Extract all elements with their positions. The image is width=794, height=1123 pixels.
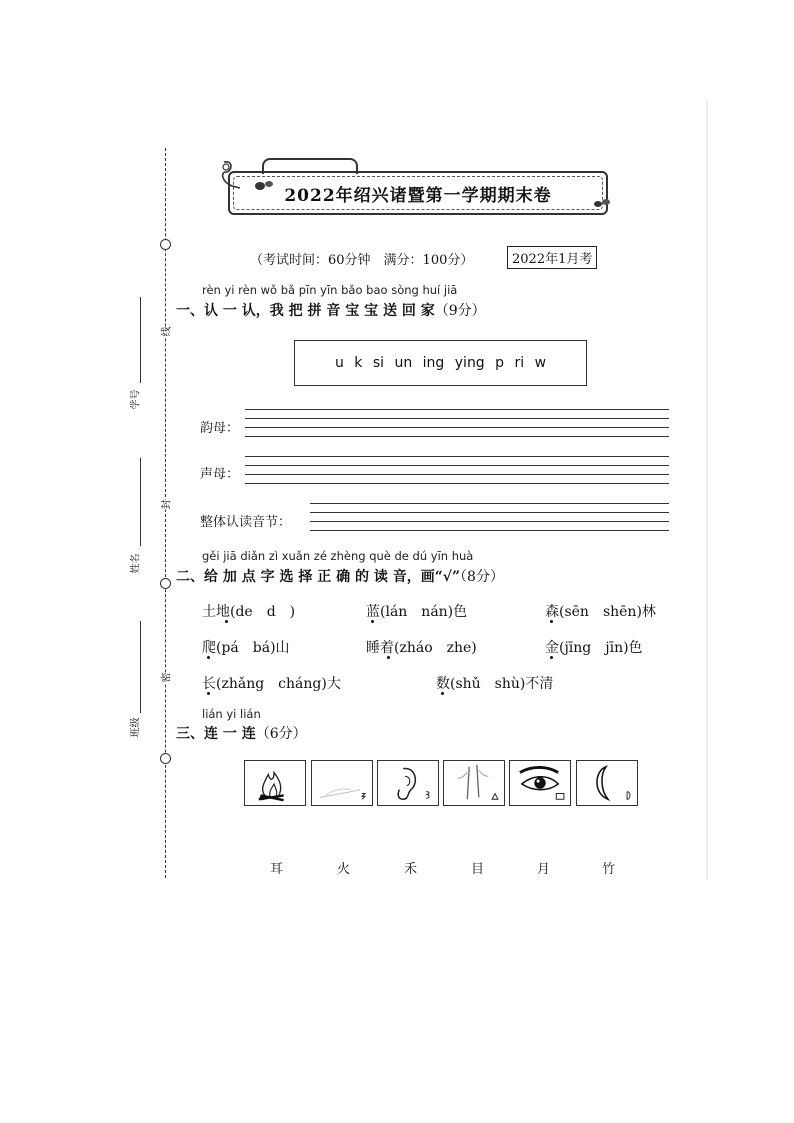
fire-icon	[245, 761, 305, 805]
name-label: 姓名	[130, 553, 142, 574]
whole-syllables-label: 整体认读音节：	[200, 515, 292, 530]
binding-hole	[160, 239, 171, 250]
writing-line[interactable]	[310, 503, 669, 504]
cut-mark-line: 线	[156, 327, 175, 337]
choice-item-6[interactable]: 金(jīng jīn)色	[545, 640, 643, 656]
student-id-label: 学号	[130, 389, 142, 410]
pinyin-word-box	[294, 340, 587, 386]
emphasis-dot	[225, 620, 228, 623]
binding-hole	[160, 578, 171, 589]
ear-icon	[378, 761, 438, 805]
section3-title: 三、连 一 连	[176, 726, 256, 742]
section3-points: （6分）	[255, 726, 307, 742]
emphasis-dot	[207, 692, 210, 695]
section1-title: 一、认 一 认，我 把 拼 音 宝 宝 送 回 家	[176, 303, 435, 319]
emphasis-dot	[207, 656, 210, 659]
title-banner-inner	[233, 176, 603, 210]
section2-pinyin: gěi jiā diǎn zì xuǎn zé zhèng què de dú yīn huà	[202, 549, 474, 563]
bee-icon	[592, 196, 612, 210]
choice-item-8[interactable]: 数(shǔ shù)不清	[436, 676, 554, 692]
writing-line[interactable]	[245, 456, 669, 457]
eye-icon	[510, 761, 570, 805]
section2-heading	[176, 566, 504, 586]
cut-mark-seal: 封	[156, 500, 175, 510]
writing-line[interactable]	[310, 521, 669, 522]
section1-pinyin: rèn yi rèn wǒ bǎ pīn yīn bǎo bao sòng huí jiā	[202, 283, 458, 297]
choice-item-2[interactable]: 蓝(lán nán)色	[366, 604, 468, 620]
char-ear[interactable]: 耳	[270, 862, 284, 877]
ear-picture[interactable]	[377, 760, 439, 806]
binding-hole	[160, 753, 171, 764]
section1-heading	[176, 300, 486, 320]
class-line[interactable]	[140, 621, 141, 713]
choice-item-3[interactable]: 森(sēn shēn)林	[545, 604, 656, 620]
section3-heading	[176, 723, 307, 743]
choice-item-4[interactable]: 爬(pá bá)山	[202, 640, 290, 656]
choice-item-1[interactable]: 土地(de d )	[202, 604, 296, 620]
emphasis-dot	[550, 620, 553, 623]
writing-line[interactable]	[245, 436, 669, 437]
writing-line[interactable]	[245, 483, 669, 484]
section2-title: 二、给 加 点 字 选 择 正 确 的 读 音，画“√”	[176, 569, 461, 585]
char-eye[interactable]: 目	[471, 862, 485, 877]
page-title: 2022年绍兴诸暨第一学期期末卷	[284, 185, 552, 206]
choice-item-7[interactable]: 长(zhǎng cháng)大	[202, 676, 341, 692]
class-label: 班级	[130, 717, 142, 738]
bamboo-icon	[444, 761, 504, 805]
title-banner	[228, 171, 608, 215]
exam-info: （考试时间：60分钟 满分：100分）	[250, 253, 474, 268]
choice-item-5[interactable]: 睡着(zháo zhe)	[366, 640, 477, 656]
writing-line[interactable]	[245, 465, 669, 466]
writing-line[interactable]	[245, 427, 669, 428]
emphasis-dot	[371, 620, 374, 623]
char-grain[interactable]: 禾	[404, 862, 418, 877]
char-moon[interactable]: 月	[537, 862, 551, 877]
section3-pinyin: lián yi lián	[202, 707, 261, 721]
grain-picture[interactable]	[311, 760, 373, 806]
bee-icon	[252, 178, 276, 192]
emphasis-dot	[550, 656, 553, 659]
moon-picture[interactable]	[576, 760, 638, 806]
section2-points: （8分）	[460, 569, 504, 585]
writing-line[interactable]	[310, 530, 669, 531]
section1-points: （9分）	[434, 303, 486, 319]
moon-icon	[577, 761, 637, 805]
binding-line	[165, 148, 166, 878]
grain-icon	[312, 761, 372, 805]
cut-mark-secret: 密	[156, 673, 175, 683]
pinyin-words: u k si un ing ying p ri w	[334, 355, 547, 371]
name-line[interactable]	[140, 458, 141, 546]
fire-picture[interactable]	[244, 760, 306, 806]
writing-line[interactable]	[245, 418, 669, 419]
finals-label: 韵母：	[200, 421, 240, 436]
char-fire[interactable]: 火	[337, 862, 351, 877]
char-bamboo[interactable]: 竹	[602, 862, 616, 877]
exam-date-box: 2022年1月考	[507, 246, 597, 269]
eye-picture[interactable]	[509, 760, 571, 806]
emphasis-dot	[441, 692, 444, 695]
bamboo-picture[interactable]	[443, 760, 505, 806]
emphasis-dot	[387, 656, 390, 659]
paper-edge	[706, 100, 708, 880]
writing-line[interactable]	[310, 512, 669, 513]
writing-line[interactable]	[245, 474, 669, 475]
student-id-line[interactable]	[140, 297, 141, 383]
writing-line[interactable]	[245, 409, 669, 410]
initials-label: 声母：	[200, 467, 240, 482]
